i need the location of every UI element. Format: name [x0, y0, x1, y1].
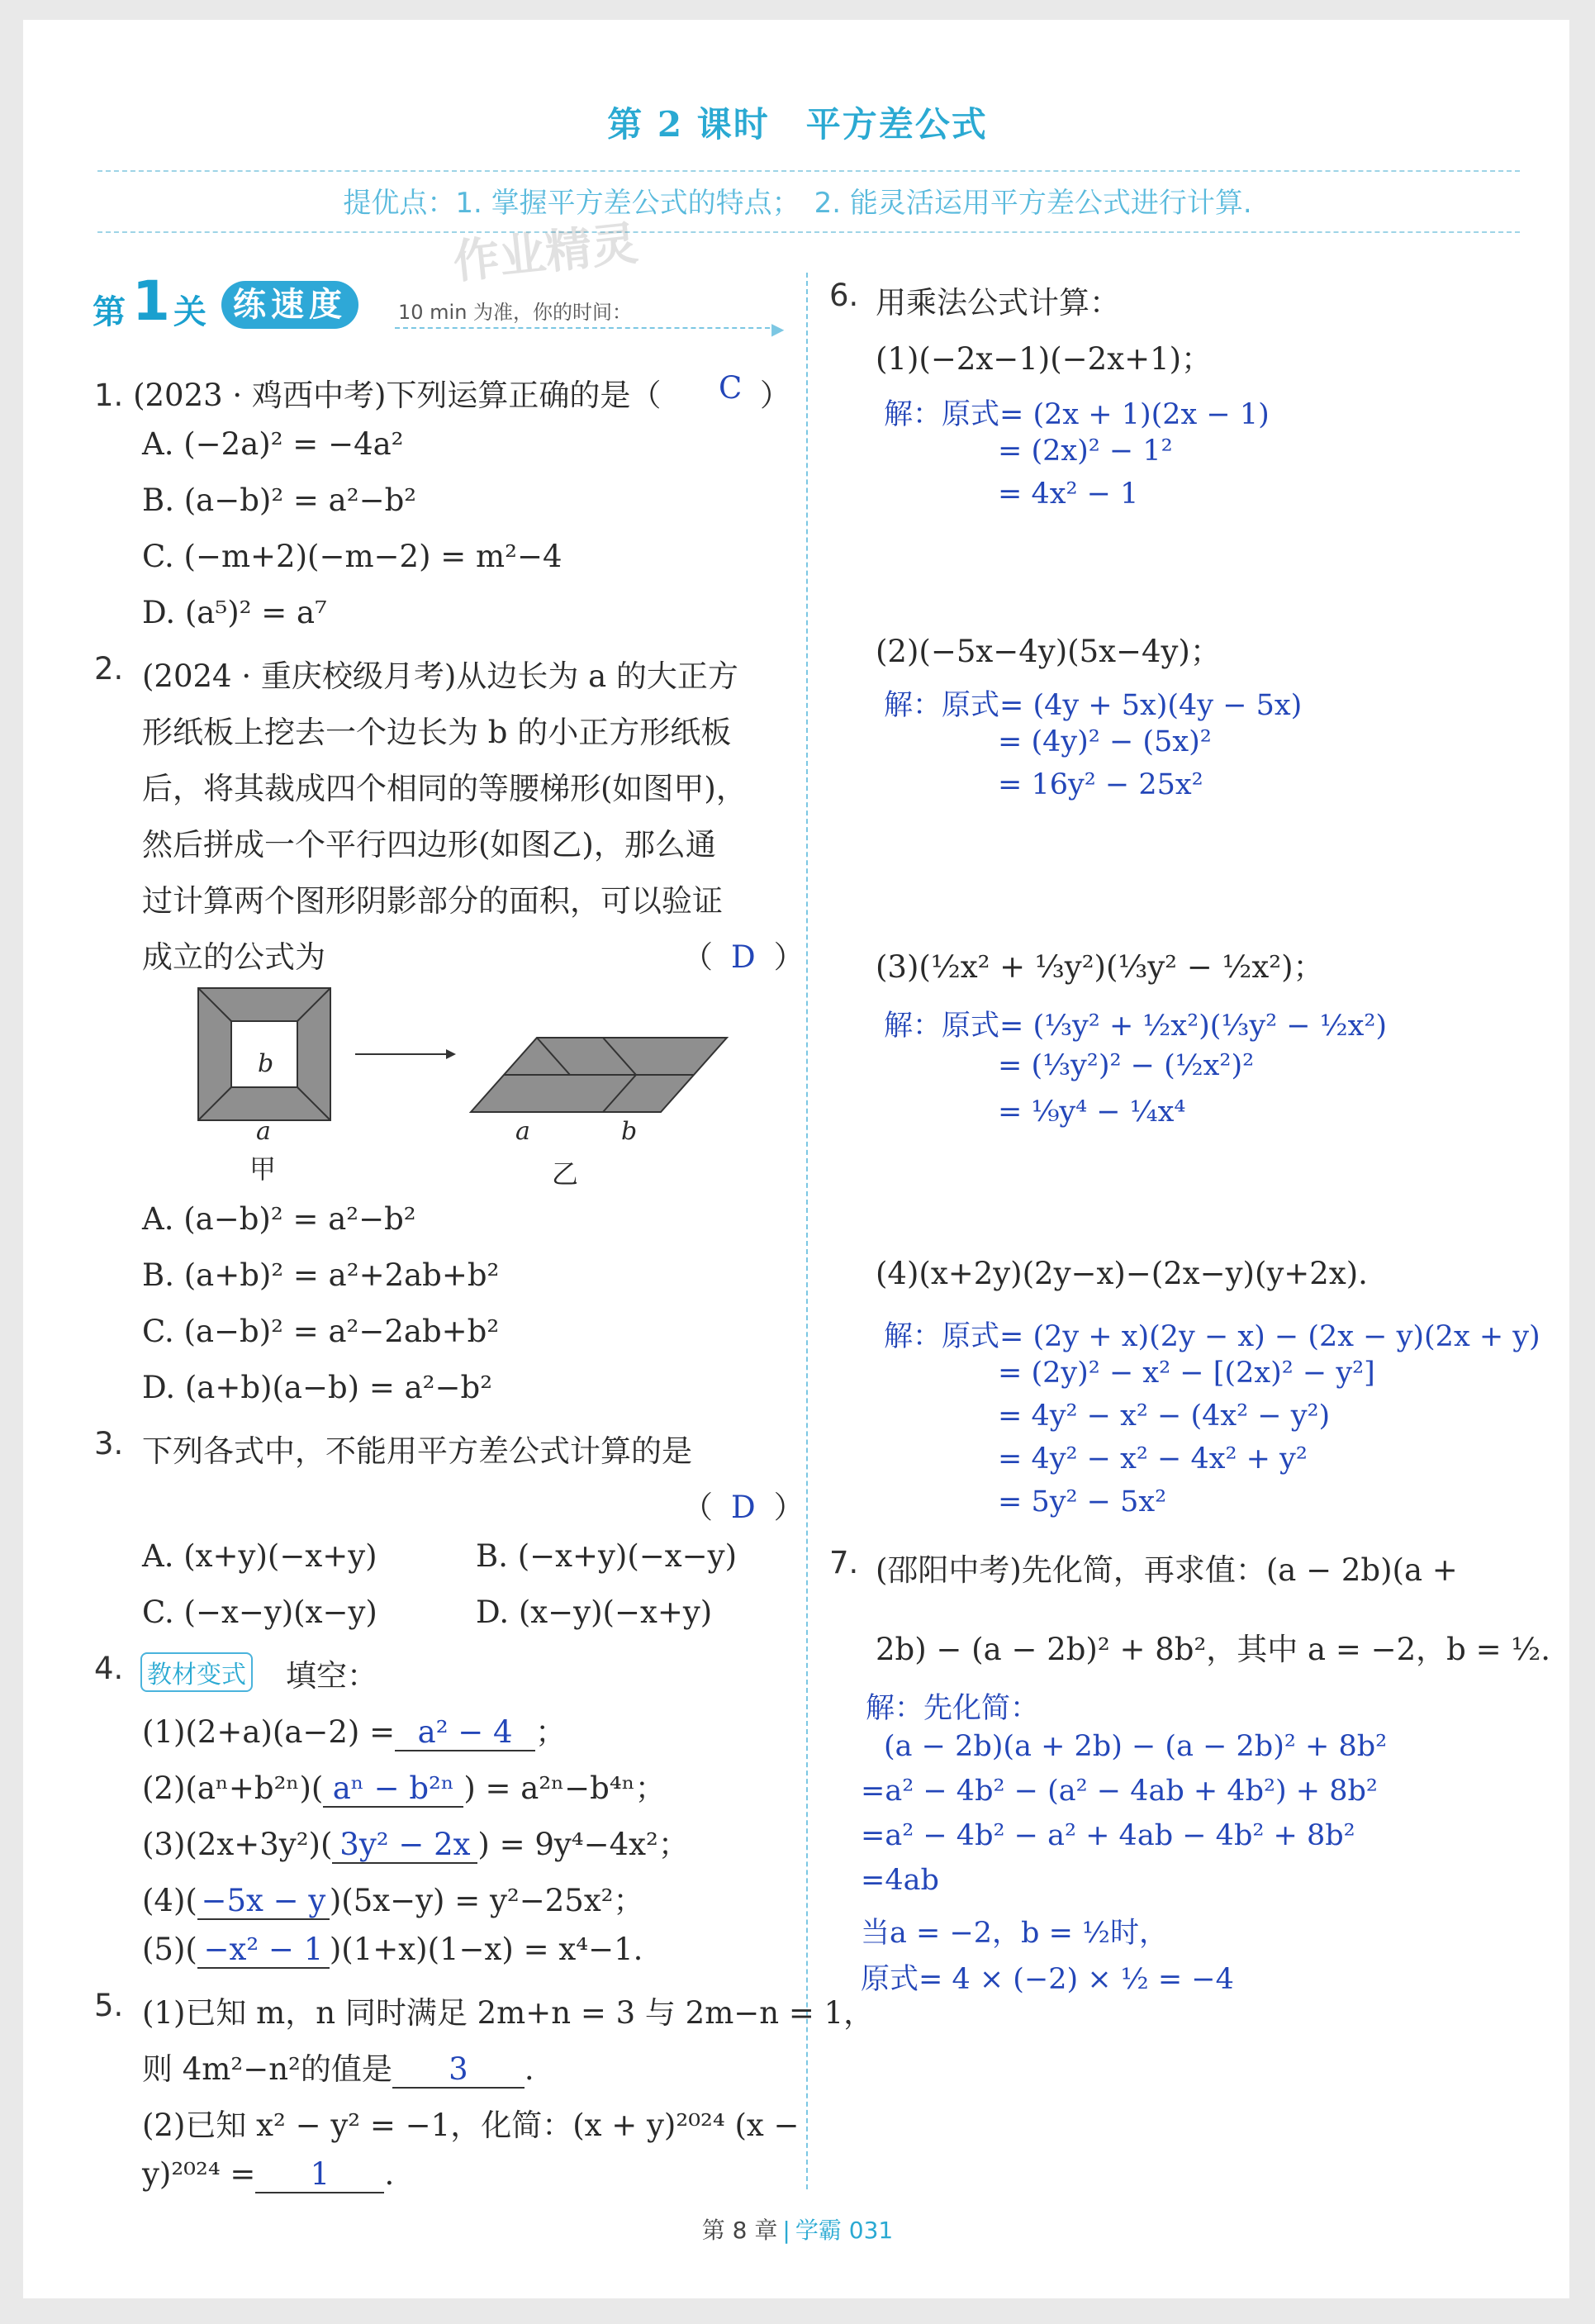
q2-option-d: D. (a+b)(a−b) = a²−b²: [142, 1370, 493, 1405]
level-prefix: 第: [93, 292, 126, 331]
q5-part2-line2: y)²⁰²⁴ = 1 .: [142, 2156, 395, 2192]
column-separator: [806, 273, 808, 2189]
q4-blank-5: −x² − 1: [197, 1932, 330, 1969]
q6-part2-sol-1: 解：原式= (4y + 5x)(4y − 5x): [884, 689, 1303, 722]
q2-line-6: 成立的公式为: [142, 939, 325, 975]
q4-number: 4.: [94, 1651, 124, 1686]
q3-option-c: C. (−x−y)(x−y): [142, 1594, 377, 1630]
divider-bottom: [97, 231, 1520, 233]
q7-sol-6: 当a = −2，b = ½时，: [861, 1917, 1168, 1950]
page-footer: 第 8 章 | 学霸 031: [701, 2217, 894, 2244]
q4-item-1: (1)(2+a)(a−2) = a² − 4 ；: [142, 1714, 567, 1750]
q6-part3-sol-2: = (⅓y²)² − (½x²)²: [998, 1049, 1255, 1082]
level-suffix: 关: [173, 292, 206, 331]
q7-sol-4: =a² − 4b² − a² + 4ab − 4b² + 8b²: [861, 1819, 1355, 1852]
footer-page-number: 031: [848, 2217, 894, 2244]
level-badge: 练速度: [221, 281, 358, 329]
q4-item-4: (4)( −5x − y )(5x−y) = y²−25x²；: [142, 1883, 644, 1918]
q3-option-a: A. (x+y)(−x+y): [142, 1538, 377, 1574]
q5-blank-1: 3: [392, 2051, 525, 2089]
q6-part1-sol-1: 解：原式= (2x + 1)(2x − 1): [884, 398, 1270, 431]
q6-part2-sol-3: = 16y² − 25x²: [998, 768, 1203, 801]
q7-number: 7.: [829, 1545, 859, 1580]
q5-blank-2: 1: [255, 2156, 384, 2193]
fig-label-yi: 乙: [552, 1158, 579, 1190]
q4-blank-4: −5x − y: [197, 1883, 330, 1920]
q1-answer: C: [719, 370, 743, 406]
q6-part4-stem: (4)(x+2y)(2y−x)−(2x−y)(y+2x).: [876, 1256, 1368, 1291]
fig-label-jia: 甲: [249, 1153, 277, 1185]
q2-option-b: B. (a+b)² = a²+2ab+b²: [142, 1257, 500, 1293]
q6-part4-sol-3: = 4y² − x² − (4x² − y²): [998, 1400, 1331, 1433]
fig-label-pa: a: [515, 1117, 530, 1146]
q1-option-a: A. (−2a)² = −4a²: [142, 426, 404, 462]
time-underline: [395, 327, 778, 329]
q4-item-2: (2)(aⁿ+b²ⁿ)( aⁿ − b²ⁿ ) = a²ⁿ−b⁴ⁿ；: [142, 1770, 666, 1806]
q7-line-1: (邵阳中考)先化简，再求值：(a − 2b)(a +: [876, 1552, 1458, 1588]
q2-number: 2.: [94, 651, 124, 687]
q1-option-d: D. (a⁵)² = a⁷: [142, 595, 327, 630]
q7-sol-3: =a² − 4b² − (a² − 4ab + 4b²) + 8b²: [861, 1775, 1378, 1808]
q3-stem: 下列各式中，不能用平方差公式计算的是: [142, 1433, 692, 1469]
q2-option-c: C. (a−b)² = a²−2ab+b²: [142, 1314, 500, 1349]
q7-line-2: 2b) − (a − 2b)² + 8b²，其中 a = −2，b = ½.: [876, 1632, 1550, 1667]
time-hint: 10 min 为准，你的时间：: [398, 301, 633, 324]
level-number: 1: [132, 269, 170, 333]
q6-part4-sol-5: = 5y² − 5x²: [998, 1485, 1167, 1518]
q7-sol-7: 原式= 4 × (−2) × ½ = −4: [861, 1963, 1234, 1996]
q2-answer-bracket: （ D ）: [682, 939, 805, 975]
q4-stem: 填空：: [286, 1658, 377, 1694]
q4-blank-1: a² − 4: [395, 1714, 535, 1751]
q2-line-4: 然后拼成一个平行四边形(如图乙)，那么通: [142, 827, 716, 863]
q4-blank-3: 3y² − 2x: [332, 1827, 477, 1864]
q6-part2-sol-2: = (4y)² − (5x)²: [998, 725, 1212, 758]
q7-sol-1: 解：先化简：: [866, 1692, 1040, 1725]
q4-tag: 教材变式: [140, 1652, 253, 1692]
q4-item-5: (5)( −x² − 1 )(1+x)(1−x) = x⁴−1.: [142, 1932, 643, 1967]
q6-part1-sol-2: = (2x)² − 1²: [998, 435, 1173, 468]
q6-number: 6.: [829, 278, 859, 313]
q7-sol-2: (a − 2b)(a + 2b) − (a − 2b)² + 8b²: [884, 1730, 1388, 1763]
q1-option-b: B. (a−b)² = a²−b²: [142, 482, 417, 518]
q6-part3-sol-1: 解：原式= (⅓y² + ½x²)(⅓y² − ½x²): [884, 1010, 1388, 1043]
q6-part2-stem: (2)(−5x−4y)(5x−4y)；: [876, 634, 1221, 669]
q3-answer-bracket: （ D ）: [682, 1490, 805, 1525]
fig-label-b: b: [258, 1049, 274, 1078]
q3-answer: D: [731, 1490, 756, 1525]
q6-part1-stem: (1)(−2x−1)(−2x+1)；: [876, 341, 1213, 377]
q5-number: 5.: [94, 1988, 124, 2023]
q1-option-c: C. (−m+2)(−m−2) = m²−4: [142, 539, 563, 574]
q2-line-5: 过计算两个图形阴影部分的面积，可以验证: [142, 883, 723, 919]
footer-chapter: 第 8 章: [701, 2217, 778, 2244]
page-title: 第 2 课时 平方差公式: [607, 104, 988, 145]
arrow-icon: ▶: [771, 319, 785, 339]
q7-sol-5: =4ab: [861, 1864, 939, 1897]
arrow-icon: [446, 1049, 456, 1059]
q3-option-d: D. (x−y)(−x+y): [476, 1594, 713, 1630]
q6-part4-sol-4: = 4y² − x² − 4x² + y²: [998, 1442, 1308, 1476]
q1-number: 1.: [94, 378, 124, 413]
q4-blank-2: aⁿ − b²ⁿ: [323, 1770, 463, 1808]
objective-line: 提优点：1. 掌握平方差公式的特点； 2. 能灵活运用平方差公式进行计算.: [343, 187, 1252, 220]
q6-part3-sol-3: = ⅑y⁴ − ¼x⁴: [998, 1095, 1186, 1129]
q6-part4-sol-1: 解：原式= (2y + x)(2y − x) − (2x − y)(2x + y): [884, 1320, 1540, 1353]
watermark: 作业精灵: [450, 216, 641, 290]
q3-number: 3.: [94, 1426, 124, 1461]
divider-top: [97, 170, 1520, 172]
q6-part4-sol-2: = (2y)² − x² − [(2x)² − y²]: [998, 1357, 1375, 1390]
q5-part1-line2: 则 4m²−n²的值是 3 .: [142, 2051, 534, 2087]
q5-part1-line1: (1)已知 m，n 同时满足 2m+n = 3 与 2m−n = 1，: [142, 1995, 875, 2031]
q2-line-1: (2024 · 重庆校级月考)从边长为 a 的大正方: [142, 658, 738, 694]
q5-part2-line1: (2)已知 x² − y² = −1，化简：(x + y)²⁰²⁴ (x −: [142, 2108, 800, 2143]
q2-line-2: 形纸板上挖去一个边长为 b 的小正方形纸板: [142, 715, 732, 750]
fig-label-pb: b: [621, 1117, 638, 1146]
q2-line-3: 后，将其裁成四个相同的等腰梯形(如图甲)，: [142, 771, 747, 806]
q1-close: ）: [760, 378, 790, 413]
q2-option-a: A. (a−b)² = a²−b²: [142, 1201, 416, 1237]
q6-part3-stem: (3)(½x² + ⅓y²)(⅓y² − ½x²)；: [876, 949, 1324, 985]
q3-option-b: B. (−x+y)(−x−y): [476, 1538, 737, 1574]
q1-stem: 1. (2023 · 鸡西中考)下列运算正确的是（: [94, 378, 662, 413]
q6-stem: 用乘法公式计算：: [876, 285, 1120, 321]
fig-label-a: a: [256, 1117, 271, 1146]
q6-part1-sol-3: = 4x² − 1: [998, 478, 1139, 511]
footer-brand: 学霸: [795, 2217, 842, 2244]
q2-answer: D: [731, 939, 756, 975]
q4-item-3: (3)(2x+3y²)( 3y² − 2x ) = 9y⁴−4x²；: [142, 1827, 689, 1862]
